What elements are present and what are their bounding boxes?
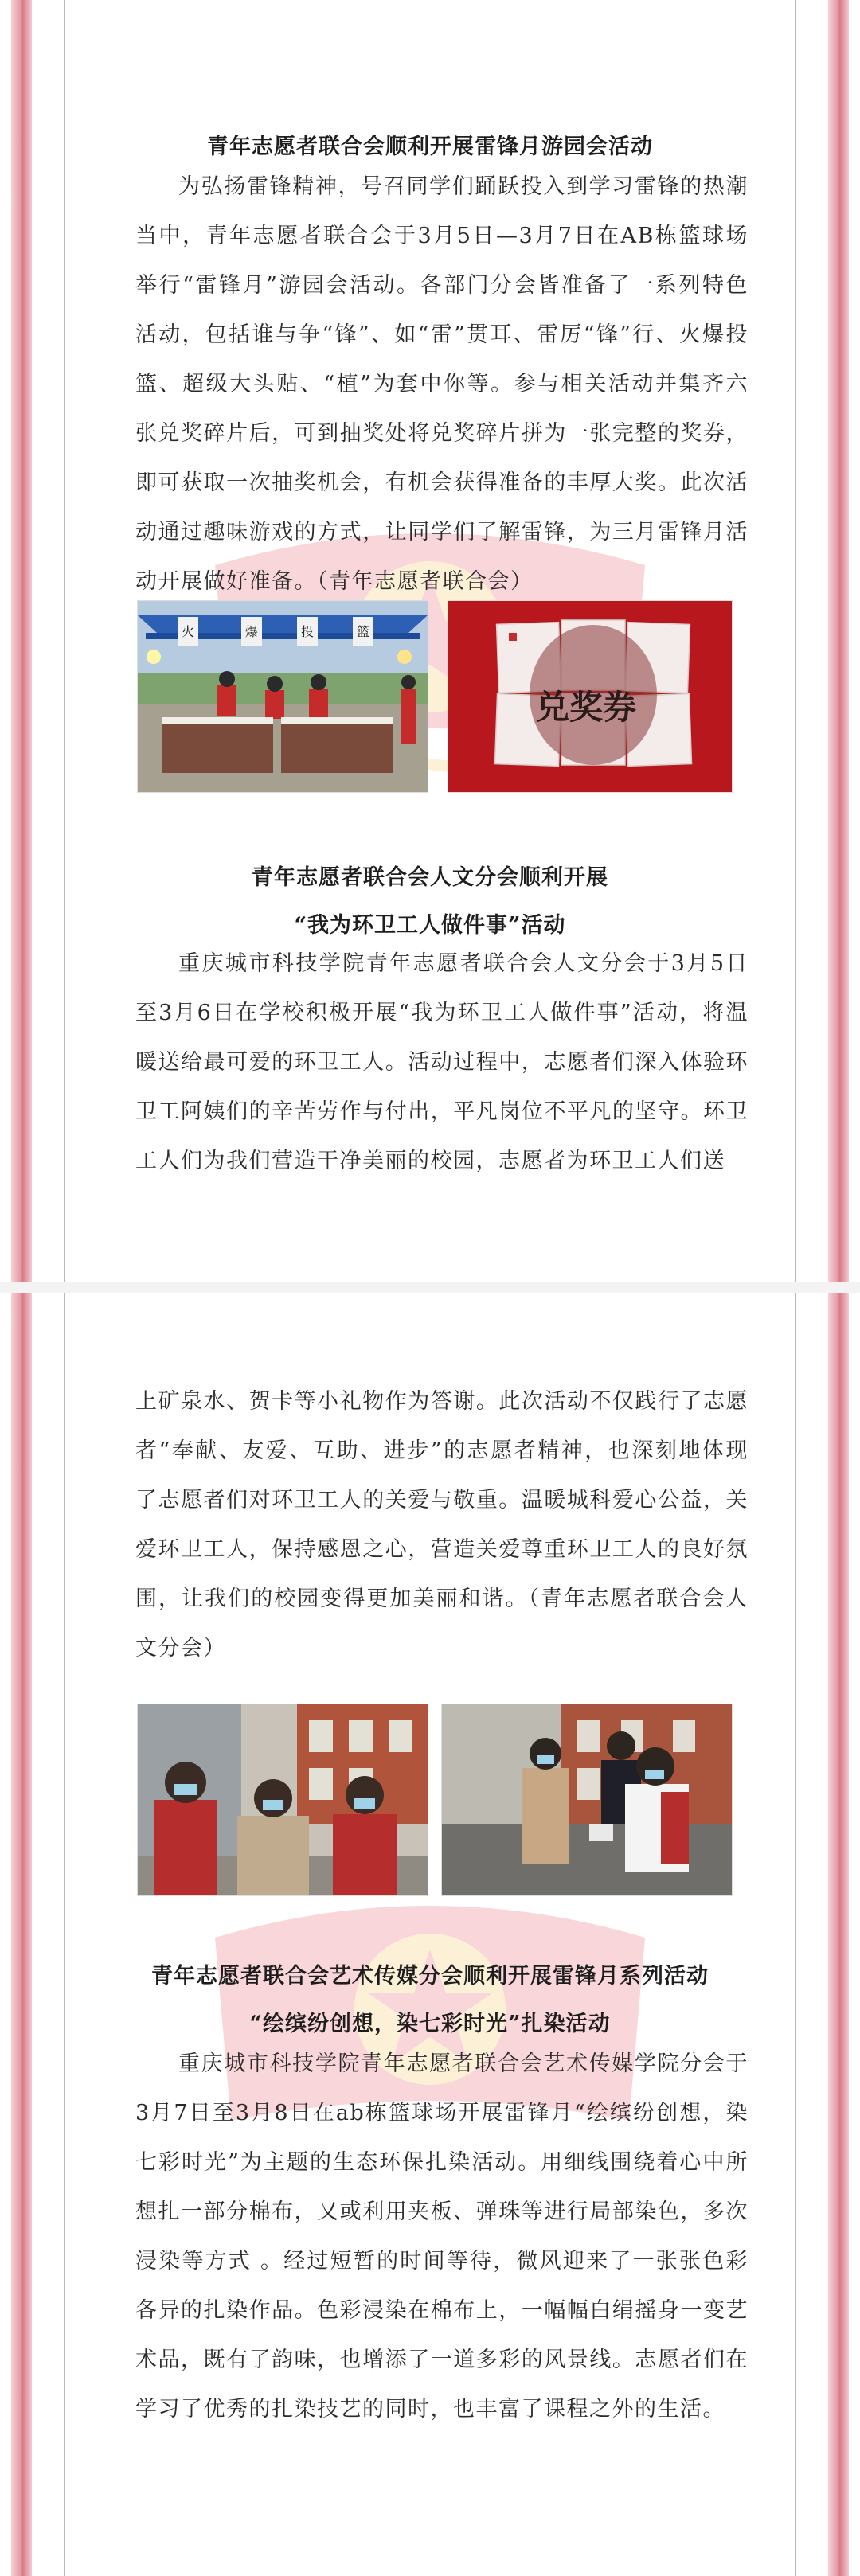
document-page-2 [0,1293,860,2576]
decorative-side-bar-left [11,0,32,1282]
booth-sign-1: 火 [182,624,195,639]
decorative-side-bar-right [828,1293,849,2576]
margin-line-left [64,1293,65,2576]
section1-title: 青年志愿者联合会顺利开展雷锋月游园会活动 [207,135,653,159]
margin-line-left [64,0,65,1282]
booth-sign-3: 投 [301,624,315,639]
document-page-1 [0,0,860,1282]
section1-body: 为弘扬雷锋精神，号召同学们踊跃投入到学习雷锋的热潮当中，青年志愿者联合会于3月5日—3月7日在AB栋篮球场举行“雷锋月”游园会活动。各部门分会皆准备了一系列特色活动，包括谁与争“锋”、如“雷”贯耳、雷厉“锋”行、火爆投篮、超级大头贴、“植”为套中你等。参与相关活动并集齐六张兑奖碎片后，可到抽奖处将兑奖碎片拼为一张完整的奖券，即可获取一次抽奖机会，有机会获得准备的丰厚大奖。此次活动通过趣味游戏的方式，让同学们了解雷锋，为三月雷锋月活动开展做好准备。（青年志愿者联合会） [135,174,749,594]
margin-line-right [795,0,796,1282]
section3-body: 重庆城市科技学院青年志愿者联合会艺术传媒学院分会于3月7日至3月8日在ab栋篮球场开展雷锋月“绘缤纷创想，染七彩时光”为主题的生态环保扎染活动。用细线围绕着心中所想扎一部分棉布，又或利用夹板、弹珠等进行局部染色，多次浸染等方式 。经过短暂的时间等待，微风迎来了一张张色彩各异的扎染作品。色彩浸染在棉布上，一幅幅白绢摇身一变艺术品，既有了韵味，也增添了一道多彩的风景线。志愿者们在学习了优秀的扎染技艺的同时，也丰富了课程之外的生活。 [135,2051,749,2422]
photo-game-booth [137,600,428,793]
decorative-side-bar-right [828,0,849,1282]
booth-sign-2: 爆 [245,624,259,639]
margin-line-right [795,1293,796,2576]
booth-sign-4: 篮 [357,624,370,639]
photo-volunteers-with-sanitation-worker [137,1704,428,1896]
section2-body-part2: 上矿泉水、贺卡等小礼物作为答谢。此次活动不仅践行了志愿者“奉献、友爱、互助、进步”的志愿者精神，也深刻地体现了志愿者们对环卫工人的关爱与敬重。温暖城科爱心公益，关爱环卫工人，保持感恩之心，营造关爱尊重环卫工人的良好氛围，让我们的校园变得更加美丽和谐。（青年志愿者联合会人文分会） [135,1389,749,1661]
page-gap [0,1282,860,1293]
section3-title-line1: 青年志愿者联合会艺术传媒分会顺利开展雷锋月系列活动 [151,1964,709,1989]
photo-volunteer-giving-gift [441,1704,733,1896]
section2-title-line1: 青年志愿者联合会人文分会顺利开展 [252,865,608,890]
photo-prize-coupon [448,600,733,793]
section3-title-line2: “绘缤纷创想，染七彩时光”扎染活动 [249,2012,611,2036]
coupon-text: 兑奖券 [536,688,637,727]
decorative-side-bar-left [11,1293,32,2576]
section2-title-line2: “我为环卫工人做件事”活动 [294,913,566,938]
section2-body-part1: 重庆城市科技学院青年志愿者联合会人文分会于3月5日至3月6日在学校积极开展“我为环卫工人做件事”活动，将温暖送给最可爱的环卫工人。活动过程中，志愿者们深入体验环卫工阿姨们的辛苦劳作与付出，平凡岗位不平凡的坚守。环卫工人们为我们营造干净美丽的校园，志愿者为环卫工人们送 [135,951,749,1173]
